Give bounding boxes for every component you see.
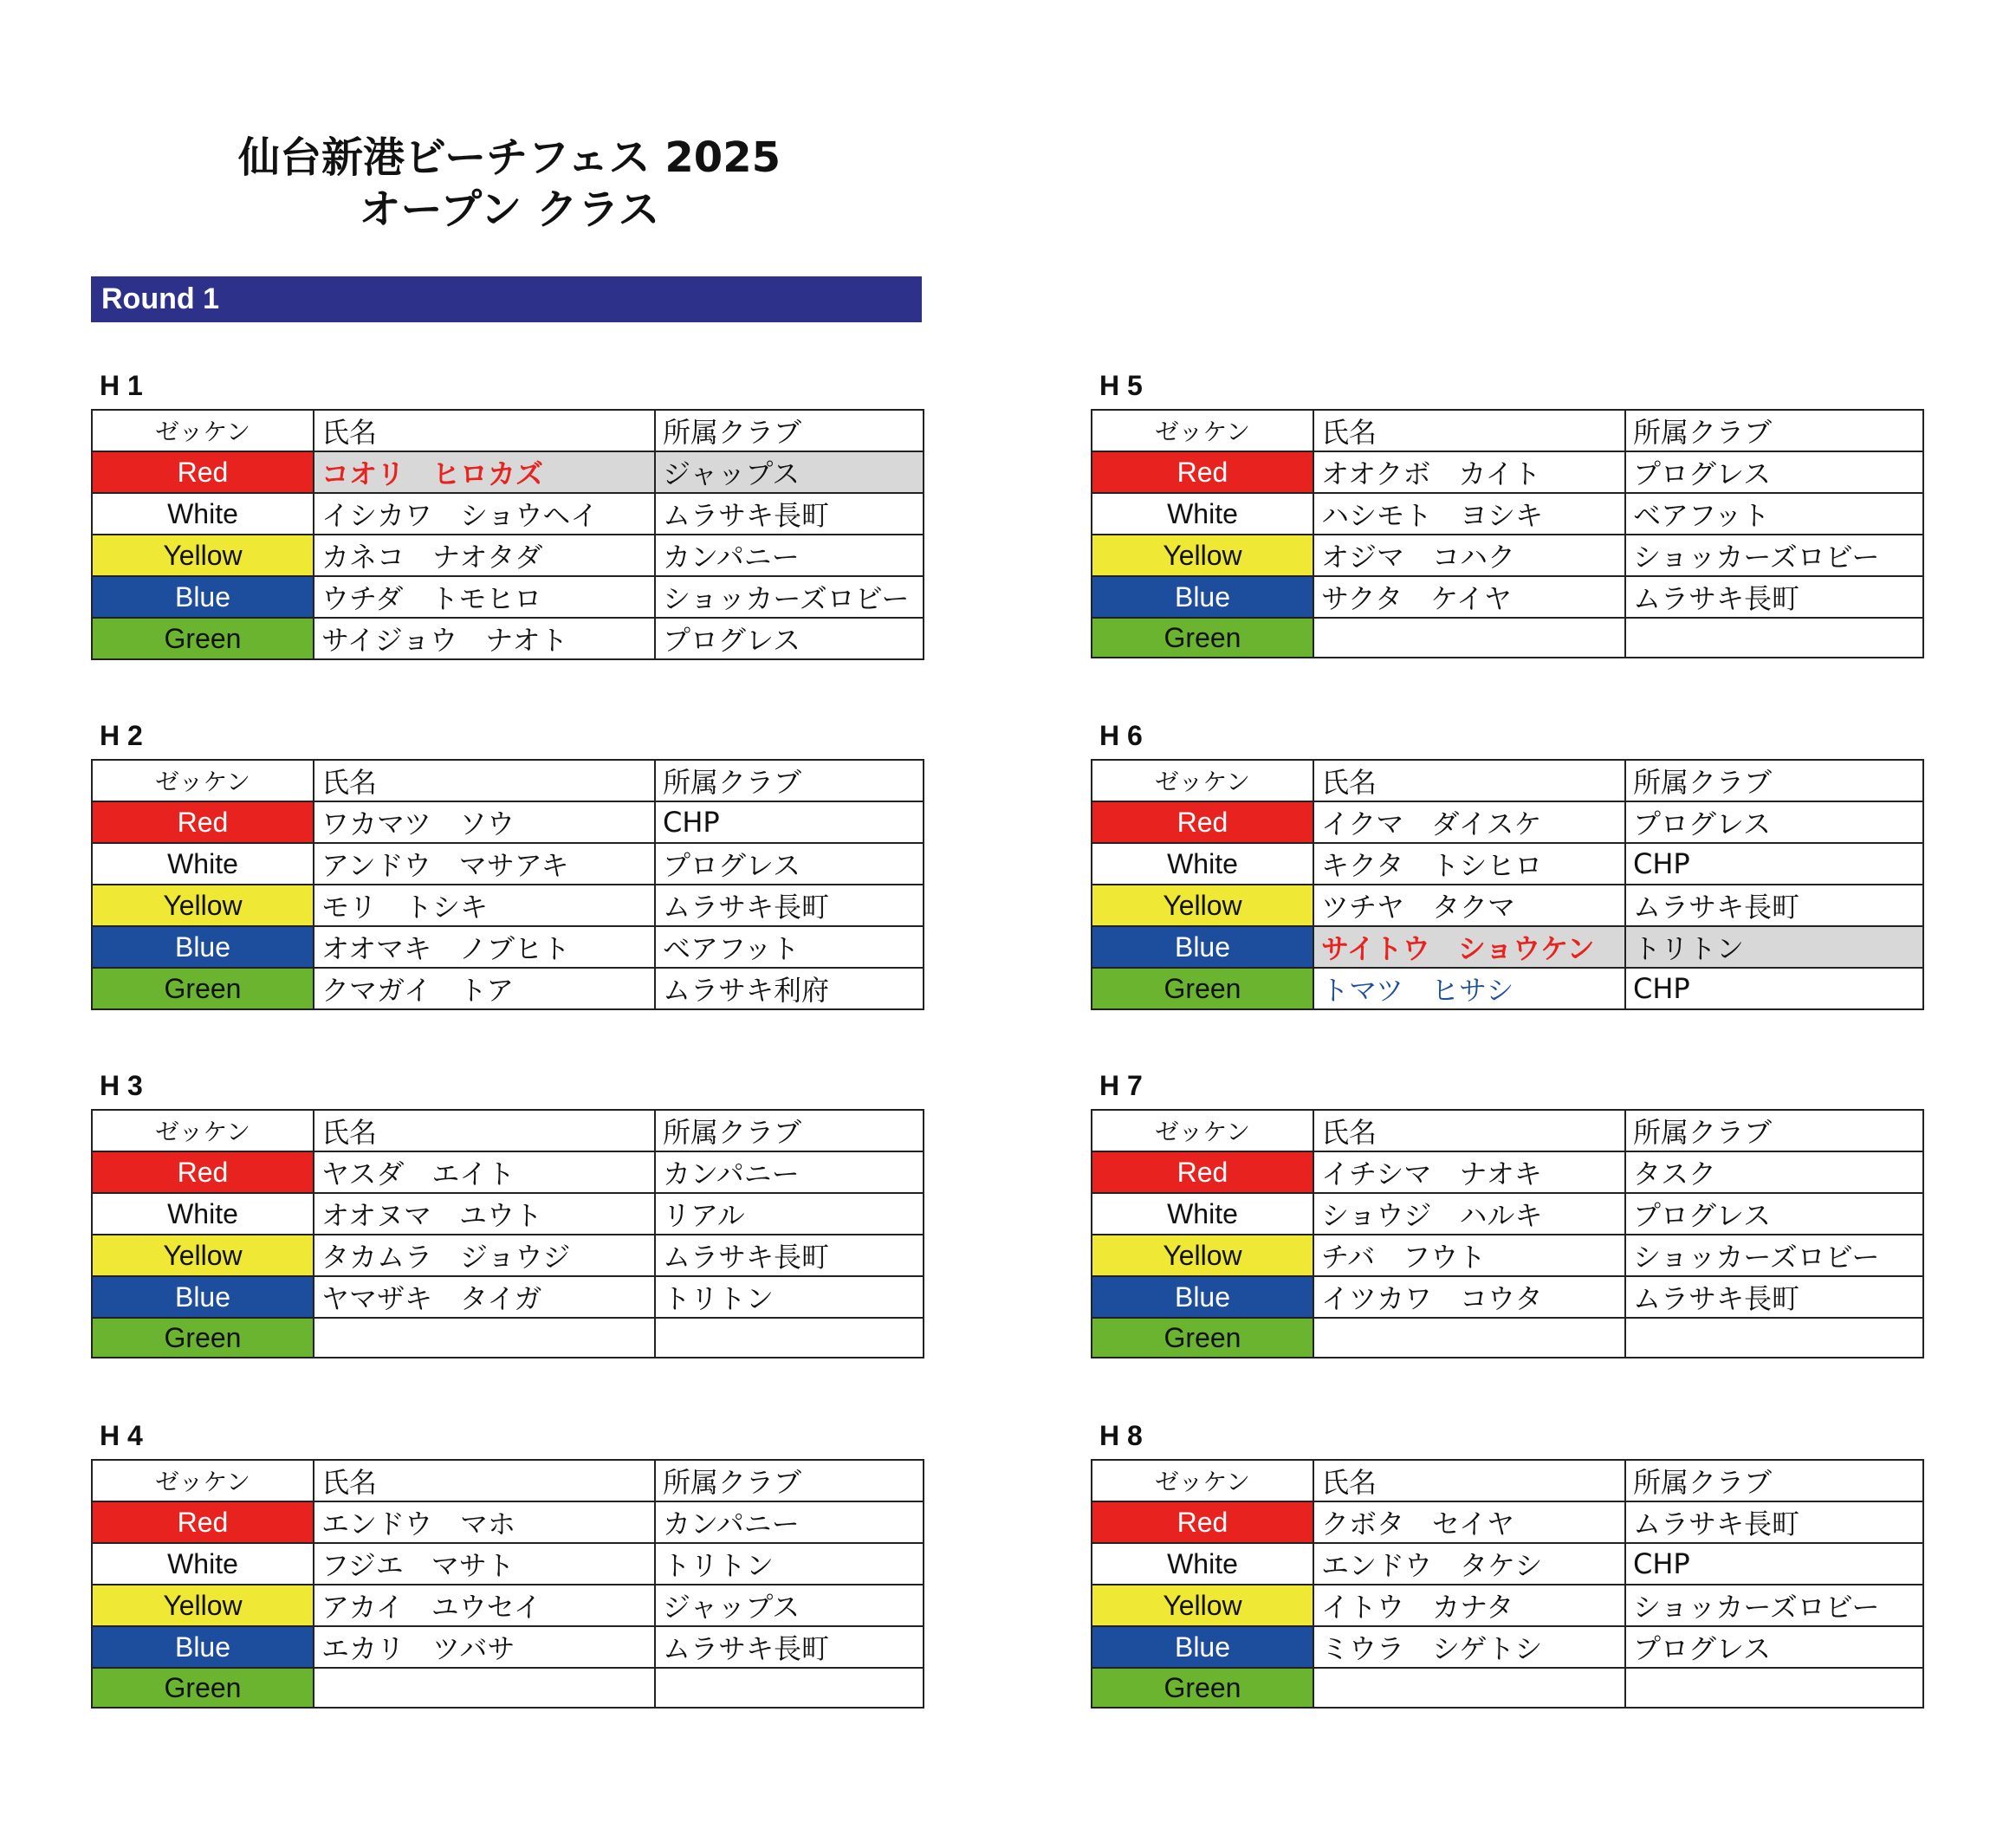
bib-color-cell: Green (1092, 1668, 1313, 1708)
name-column-header: 氏名 (314, 1110, 655, 1151)
club-cell: ムラサキ長町 (655, 1626, 924, 1668)
page-subtitle: オープン クラス (359, 185, 660, 234)
table-row (1092, 1668, 1923, 1708)
bib-color-cell: Green (92, 1318, 314, 1358)
bib-color-cell: Red (92, 1501, 314, 1543)
club-cell: ムラサキ長町 (655, 493, 924, 535)
heat-label: H 8 (1099, 1420, 1143, 1451)
surfer-name-cell: イシカワ ショウヘイ (314, 493, 655, 535)
bib-color-cell: Red (1092, 1151, 1313, 1193)
bib-color-cell: Red (1092, 451, 1313, 493)
club-column-header: 所属クラブ (1625, 760, 1923, 801)
surfer-name-cell: ヤスダ エイト (314, 1151, 655, 1193)
club-cell: ジャップス (655, 451, 924, 493)
table-header-row (1092, 760, 1923, 801)
surfer-name-cell: イツカワ コウタ (1313, 1276, 1625, 1318)
club-cell: ムラサキ長町 (1625, 1501, 1923, 1543)
heat-table (1091, 1459, 1924, 1709)
surfer-name-cell: モリ トシキ (314, 885, 655, 926)
table-row (1092, 535, 1923, 576)
table-row (1092, 1193, 1923, 1235)
club-cell: ムラサキ長町 (1625, 885, 1923, 926)
heat-label: H 4 (100, 1420, 143, 1451)
heat-label: H 3 (100, 1070, 143, 1101)
club-cell: ジャップス (655, 1585, 924, 1626)
table-row (1092, 576, 1923, 618)
surfer-name-cell: サクタ ケイヤ (1313, 576, 1625, 618)
bib-color-cell: Yellow (92, 1585, 314, 1626)
table-row (1092, 1276, 1923, 1318)
bib-color-cell: Green (1092, 618, 1313, 658)
club-cell: トリトン (1625, 926, 1923, 968)
bib-color-cell: Red (1092, 801, 1313, 843)
bib-color-cell: Green (1092, 1318, 1313, 1358)
surfer-name-cell: ツチヤ タクマ (1313, 885, 1625, 926)
bib-color-cell: Red (1092, 1501, 1313, 1543)
surfer-name-cell: コオリ ヒロカズ (314, 451, 655, 493)
surfer-name-cell: オジマ コハク (1313, 535, 1625, 576)
club-cell: ムラサキ長町 (1625, 576, 1923, 618)
heat-label: H 1 (100, 370, 143, 401)
club-cell (655, 1668, 924, 1708)
table-row (92, 576, 924, 618)
heat-label: H 2 (100, 720, 143, 751)
bib-color-cell: Blue (92, 926, 314, 968)
table-row (1092, 1501, 1923, 1543)
surfer-name-cell: イチシマ ナオキ (1313, 1151, 1625, 1193)
table-header-row (1092, 1110, 1923, 1151)
bib-column-header: ゼッケン (92, 1460, 314, 1501)
club-cell: プログレス (1625, 451, 1923, 493)
bib-color-cell: White (92, 843, 314, 885)
club-cell: CHP (1625, 843, 1923, 885)
surfer-name-cell (1313, 1668, 1625, 1708)
table-row (1092, 1585, 1923, 1626)
surfer-name-cell: サイジョウ ナオト (314, 618, 655, 659)
table-row (92, 1193, 924, 1235)
heat-label: H 6 (1099, 720, 1143, 751)
surfer-name-cell: チバ フウト (1313, 1235, 1625, 1276)
heat-block (91, 1420, 923, 1709)
heat-table (1091, 409, 1924, 658)
club-cell: ムラサキ長町 (655, 1235, 924, 1276)
name-column-header: 氏名 (314, 1460, 655, 1501)
table-row (1092, 1543, 1923, 1585)
bib-color-cell: Red (92, 1151, 314, 1193)
table-row (1092, 801, 1923, 843)
surfer-name-cell: エンドウ タケシ (1313, 1543, 1625, 1585)
table-row (1092, 843, 1923, 885)
table-header-row (1092, 1460, 1923, 1501)
bib-color-cell: White (1092, 843, 1313, 885)
heat-table (91, 759, 924, 1010)
bib-color-cell: Blue (1092, 1276, 1313, 1318)
club-cell: プログレス (1625, 1626, 1923, 1668)
bib-color-cell: Green (1092, 968, 1313, 1009)
bib-color-cell: White (92, 1193, 314, 1235)
table-row (92, 535, 924, 576)
surfer-name-cell: キクタ トシヒロ (1313, 843, 1625, 885)
surfer-name-cell: イトウ カナタ (1313, 1585, 1625, 1626)
table-row (92, 1151, 924, 1193)
surfer-name-cell (1313, 618, 1625, 658)
bib-color-cell: Yellow (92, 535, 314, 576)
club-cell: プログレス (1625, 1193, 1923, 1235)
surfer-name-cell: ヤマザキ タイガ (314, 1276, 655, 1318)
heat-table (91, 1109, 924, 1358)
club-column-header: 所属クラブ (1625, 410, 1923, 451)
club-column-header: 所属クラブ (655, 410, 924, 451)
table-header-row (92, 1110, 924, 1151)
bib-column-header: ゼッケン (92, 760, 314, 801)
club-cell: トリトン (655, 1276, 924, 1318)
bib-color-cell: Yellow (1092, 885, 1313, 926)
heat-table (91, 1459, 924, 1709)
bib-color-cell: Blue (1092, 1626, 1313, 1668)
surfer-name-cell: フジエ マサト (314, 1543, 655, 1585)
surfer-name-cell: ハシモト ヨシキ (1313, 493, 1625, 535)
table-row (92, 1318, 924, 1358)
club-cell: ムラサキ長町 (655, 885, 924, 926)
club-cell (655, 1318, 924, 1358)
surfer-name-cell: カネコ ナオタダ (314, 535, 655, 576)
bib-column-header: ゼッケン (1092, 1460, 1313, 1501)
club-column-header: 所属クラブ (1625, 1110, 1923, 1151)
club-cell: カンパニー (655, 1501, 924, 1543)
heat-block (91, 1070, 923, 1358)
table-header-row (92, 760, 924, 801)
bib-column-header: ゼッケン (1092, 410, 1313, 451)
table-row (92, 1501, 924, 1543)
table-row (92, 1235, 924, 1276)
bib-color-cell: Red (92, 801, 314, 843)
table-row (92, 1276, 924, 1318)
surfer-name-cell: トマツ ヒサシ (1313, 968, 1625, 1009)
surfer-name-cell: イクマ ダイスケ (1313, 801, 1625, 843)
surfer-name-cell: クボタ セイヤ (1313, 1501, 1625, 1543)
name-column-header: 氏名 (314, 410, 655, 451)
table-row (92, 451, 924, 493)
bib-color-cell: Yellow (1092, 1235, 1313, 1276)
surfer-name-cell: タカムラ ジョウジ (314, 1235, 655, 1276)
table-row (92, 885, 924, 926)
surfer-name-cell: エカリ ツバサ (314, 1626, 655, 1668)
bib-color-cell: Yellow (1092, 1585, 1313, 1626)
club-column-header: 所属クラブ (655, 760, 924, 801)
surfer-name-cell: ショウジ ハルキ (1313, 1193, 1625, 1235)
bib-column-header: ゼッケン (1092, 760, 1313, 801)
bib-color-cell: White (92, 1543, 314, 1585)
heat-block (1091, 1070, 1922, 1358)
bib-color-cell: Red (92, 451, 314, 493)
surfer-name-cell (1313, 1318, 1625, 1358)
bib-color-cell: Yellow (92, 885, 314, 926)
club-cell: ベアフット (655, 926, 924, 968)
club-cell: リアル (655, 1193, 924, 1235)
surfer-name-cell: オオマキ ノブヒト (314, 926, 655, 968)
surfer-name-cell: アカイ ユウセイ (314, 1585, 655, 1626)
surfer-name-cell: オオヌマ ユウト (314, 1193, 655, 1235)
table-row (92, 1543, 924, 1585)
heat-block (1091, 720, 1922, 1010)
table-row (92, 493, 924, 535)
club-cell: プログレス (655, 843, 924, 885)
surfer-name-cell: ウチダ トモヒロ (314, 576, 655, 618)
surfer-name-cell: ワカマツ ソウ (314, 801, 655, 843)
club-cell: プログレス (1625, 801, 1923, 843)
name-column-header: 氏名 (1313, 1460, 1625, 1501)
club-column-header: 所属クラブ (1625, 1460, 1923, 1501)
table-row (92, 1626, 924, 1668)
table-row (92, 618, 924, 659)
club-cell (1625, 618, 1923, 658)
name-column-header: 氏名 (1313, 1110, 1625, 1151)
name-column-header: 氏名 (314, 760, 655, 801)
heat-table (1091, 1109, 1924, 1358)
bib-column-header: ゼッケン (92, 410, 314, 451)
table-header-row (92, 410, 924, 451)
heat-table (91, 409, 924, 660)
club-column-header: 所属クラブ (655, 1460, 924, 1501)
table-row (1092, 1318, 1923, 1358)
table-row (1092, 618, 1923, 658)
table-row (92, 1585, 924, 1626)
table-row (1092, 493, 1923, 535)
table-row (1092, 926, 1923, 968)
table-row (92, 843, 924, 885)
club-cell: ムラサキ利府 (655, 968, 924, 1009)
club-cell: トリトン (655, 1543, 924, 1585)
table-row (1092, 1235, 1923, 1276)
name-column-header: 氏名 (1313, 760, 1625, 801)
heat-block (1091, 1420, 1922, 1709)
bib-color-cell: Blue (92, 576, 314, 618)
heat-block (1091, 370, 1922, 658)
surfer-name-cell: オオクボ カイト (1313, 451, 1625, 493)
surfer-name-cell: クマガイ トア (314, 968, 655, 1009)
surfer-name-cell: エンドウ マホ (314, 1501, 655, 1543)
surfer-name-cell (314, 1318, 655, 1358)
table-row (1092, 451, 1923, 493)
club-cell: CHP (655, 801, 924, 843)
table-header-row (92, 1460, 924, 1501)
heat-table (1091, 759, 1924, 1010)
table-row (1092, 1151, 1923, 1193)
table-row (92, 926, 924, 968)
round-header: Round 1 (91, 276, 922, 322)
bib-color-cell: White (1092, 1193, 1313, 1235)
table-row (92, 1668, 924, 1708)
surfer-name-cell: ミウラ シゲトシ (1313, 1626, 1625, 1668)
surfer-name-cell: サイトウ ショウケン (1313, 926, 1625, 968)
club-cell: タスク (1625, 1151, 1923, 1193)
bib-color-cell: Blue (92, 1626, 314, 1668)
bib-color-cell: Green (92, 618, 314, 659)
bib-color-cell: Yellow (92, 1235, 314, 1276)
bib-color-cell: Blue (1092, 926, 1313, 968)
club-cell: プログレス (655, 618, 924, 659)
club-cell: ショッカーズロビー (1625, 1235, 1923, 1276)
club-cell (1625, 1668, 1923, 1708)
table-row (1092, 1626, 1923, 1668)
bib-color-cell: Yellow (1092, 535, 1313, 576)
bib-color-cell: White (1092, 1543, 1313, 1585)
heat-block (91, 720, 923, 1010)
heat-block (91, 370, 923, 660)
club-cell: ベアフット (1625, 493, 1923, 535)
bib-column-header: ゼッケン (92, 1110, 314, 1151)
club-cell (1625, 1318, 1923, 1358)
bib-column-header: ゼッケン (1092, 1110, 1313, 1151)
club-column-header: 所属クラブ (655, 1110, 924, 1151)
bib-color-cell: Blue (92, 1276, 314, 1318)
club-cell: カンパニー (655, 1151, 924, 1193)
table-row (92, 968, 924, 1009)
bib-color-cell: Green (92, 1668, 314, 1708)
surfer-name-cell (314, 1668, 655, 1708)
club-cell: CHP (1625, 968, 1923, 1009)
club-cell: ムラサキ長町 (1625, 1276, 1923, 1318)
page-title: 仙台新港ビーチフェス 2025 (238, 133, 781, 182)
surfer-name-cell: アンドウ マサアキ (314, 843, 655, 885)
bib-color-cell: Green (92, 968, 314, 1009)
bib-color-cell: Blue (1092, 576, 1313, 618)
table-row (1092, 885, 1923, 926)
club-cell: ショッカーズロビー (1625, 1585, 1923, 1626)
club-cell: CHP (1625, 1543, 1923, 1585)
table-row (92, 801, 924, 843)
bib-color-cell: White (92, 493, 314, 535)
name-column-header: 氏名 (1313, 410, 1625, 451)
bib-color-cell: White (1092, 493, 1313, 535)
heat-label: H 5 (1099, 370, 1143, 401)
table-row (1092, 968, 1923, 1009)
club-cell: ショッカーズロビー (655, 576, 924, 618)
heat-label: H 7 (1099, 1070, 1143, 1101)
club-cell: カンパニー (655, 535, 924, 576)
club-cell: ショッカーズロビー (1625, 535, 1923, 576)
table-header-row (1092, 410, 1923, 451)
